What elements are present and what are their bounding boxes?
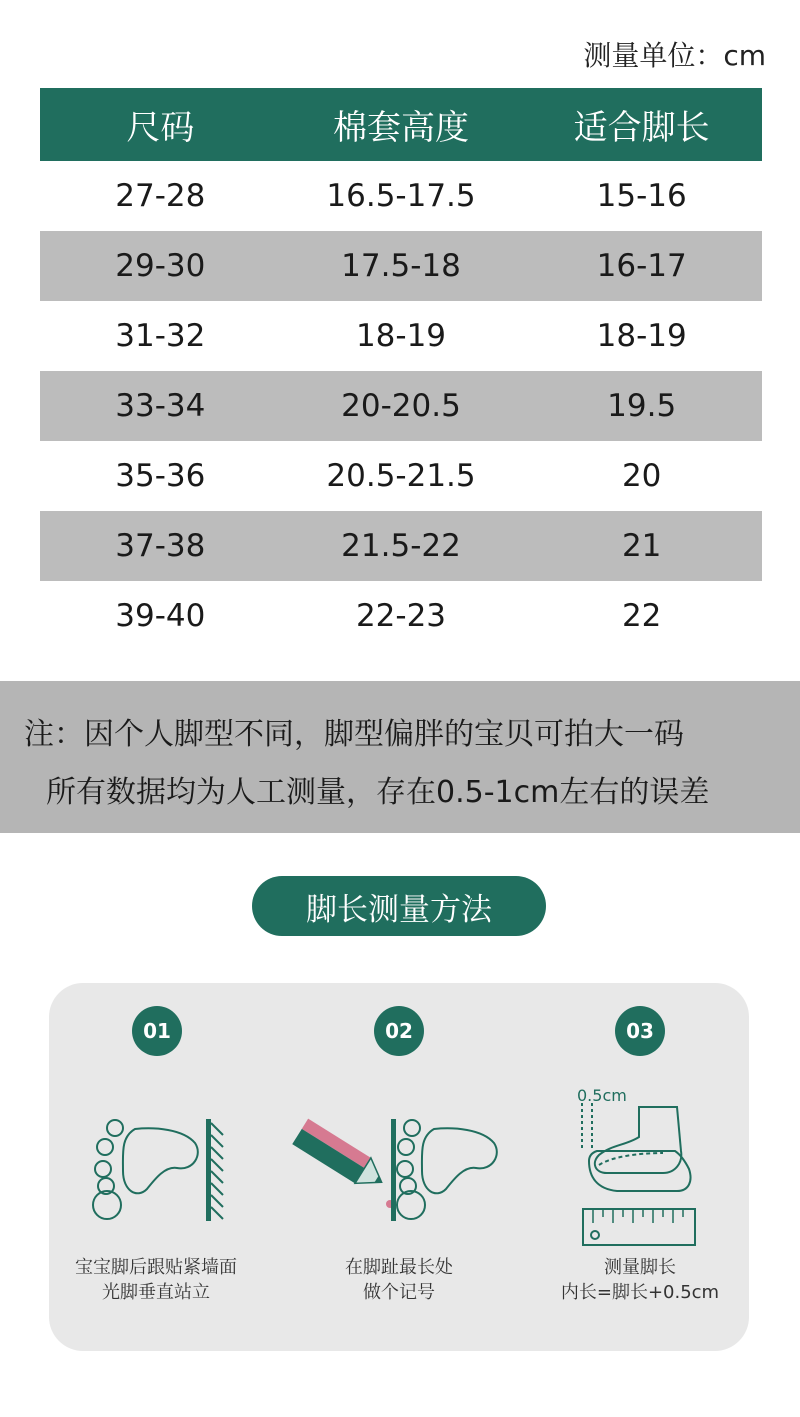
- table-row: [40, 371, 762, 441]
- cell-size: 35-36: [115, 458, 206, 494]
- table-row: [40, 231, 762, 301]
- table-row: [40, 161, 762, 231]
- cell-foot-length: 19.5: [607, 388, 677, 424]
- table-header: [40, 88, 762, 161]
- caption-line: 在脚趾最长处: [345, 1257, 453, 1278]
- step-2-caption: [289, 1255, 509, 1305]
- caption-line: 宝宝脚后跟贴紧墙面: [75, 1257, 237, 1278]
- table-row: [40, 581, 762, 651]
- cell-size: 27-28: [115, 178, 206, 214]
- step-number: 01: [132, 1006, 182, 1056]
- method-panel: [49, 983, 749, 1351]
- step-number: 03: [615, 1006, 665, 1056]
- cell-foot-length: 22: [621, 598, 662, 634]
- cell-cuff-height: 18-19: [355, 318, 447, 354]
- method-title: 脚长测量方法: [252, 876, 546, 936]
- cell-foot-length: 21: [621, 528, 662, 564]
- header-foot-length: 适合脚长: [573, 108, 710, 148]
- cell-cuff-height: 21.5-22: [341, 528, 461, 564]
- step-3-caption: [530, 1255, 750, 1305]
- cell-foot-length: 15-16: [596, 178, 687, 214]
- table-row: [40, 441, 762, 511]
- note-line-1: 注：因个人脚型不同，脚型偏胖的宝贝可拍大一码: [24, 717, 684, 752]
- cell-foot-length: 16-17: [596, 248, 687, 284]
- caption-line: 内长=脚长+0.5cm: [560, 1282, 720, 1303]
- caption-line: 测量脚长: [604, 1257, 676, 1278]
- unit-label: 测量单位：cm: [583, 39, 766, 72]
- header-size: 尺码: [126, 108, 195, 148]
- step-2: [299, 1006, 499, 1056]
- pencil-mark-icon: [284, 1083, 514, 1227]
- note-line-2: 所有数据均为人工测量，存在0.5-1cm左右的误差: [46, 775, 710, 810]
- step-3: [540, 1006, 740, 1056]
- allowance-label: 0.5cm: [577, 1086, 627, 1105]
- table-row: [40, 511, 762, 581]
- step-1-caption: [46, 1255, 266, 1305]
- foot-in-shoe-ruler-icon: [577, 1101, 707, 1255]
- cell-cuff-height: 16.5-17.5: [326, 178, 476, 214]
- cell-cuff-height: 20-20.5: [341, 388, 461, 424]
- cell-size: 29-30: [115, 248, 206, 284]
- cell-size: 33-34: [115, 388, 206, 424]
- cell-cuff-height: 17.5-18: [341, 248, 461, 284]
- cell-cuff-height: 22-23: [355, 598, 447, 634]
- caption-line: 光脚垂直站立: [102, 1282, 210, 1303]
- size-table: [40, 88, 762, 651]
- note-banner: [0, 681, 800, 833]
- step-number: 02: [374, 1006, 424, 1056]
- caption-line: 做个记号: [363, 1282, 435, 1303]
- cell-cuff-height: 20.5-21.5: [326, 458, 476, 494]
- cell-size: 31-32: [115, 318, 206, 354]
- foot-against-wall-icon: [85, 1083, 235, 1227]
- cell-size: 39-40: [115, 598, 206, 634]
- cell-foot-length: 20: [621, 458, 662, 494]
- step-1: [57, 1006, 257, 1056]
- table-row: [40, 301, 762, 371]
- header-cuff-height: 棉套高度: [333, 108, 469, 148]
- cell-foot-length: 18-19: [596, 318, 687, 354]
- cell-size: 37-38: [115, 528, 206, 564]
